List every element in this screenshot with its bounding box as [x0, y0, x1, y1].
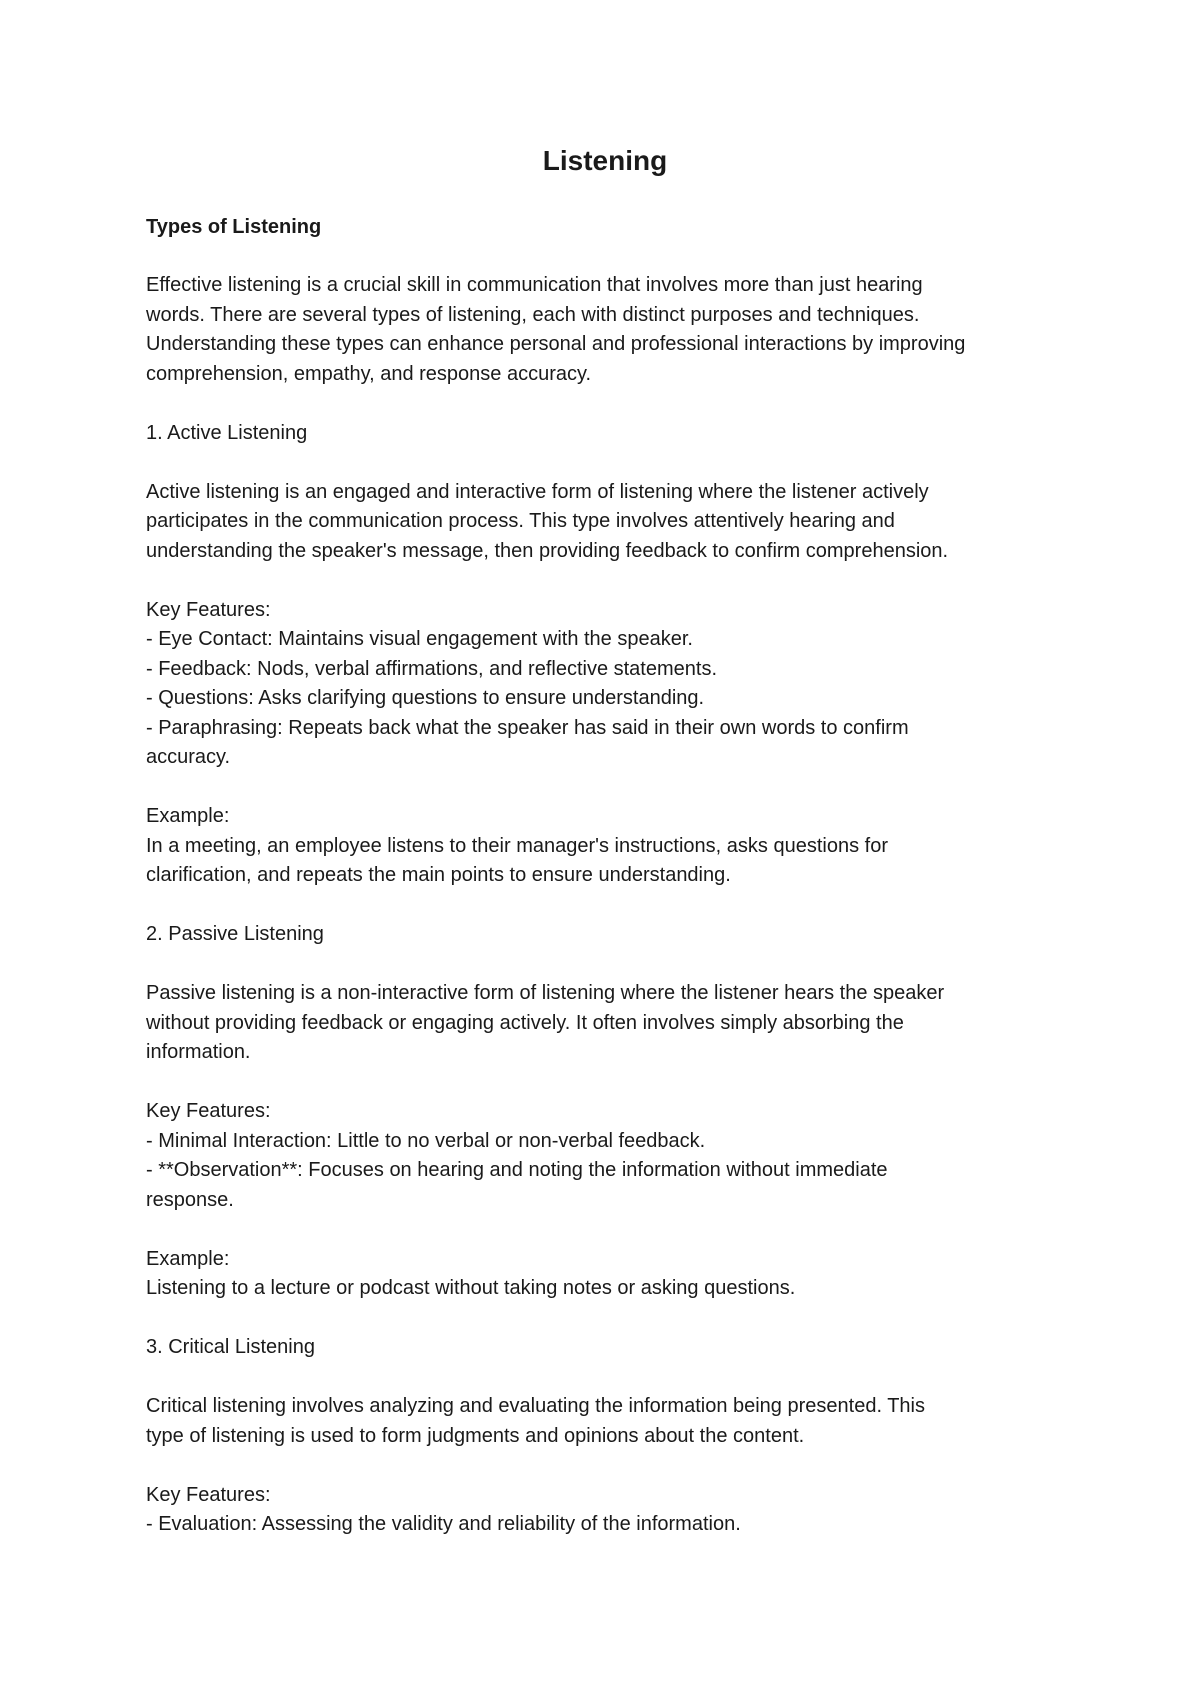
paragraph [146, 1097, 1076, 1215]
paragraph [146, 271, 1076, 389]
paragraph-line: In a meeting, an employee listens to their manager's instructions, asks questions for [146, 834, 888, 857]
section-heading: Types of Listening [146, 216, 322, 238]
paragraph [146, 419, 1076, 449]
paragraph-line: Example: [146, 1247, 230, 1270]
paragraph [146, 1392, 1076, 1451]
paragraph [146, 802, 1076, 891]
paragraph-line: Key Features: [146, 598, 271, 621]
paragraph-line: information. [146, 1041, 251, 1063]
paragraph-line: comprehension, empathy, and response accuracy. [146, 362, 592, 385]
paragraph-line: Key Features: [146, 1483, 271, 1506]
paragraph-line: understanding the speaker's message, then providing feedback to confirm comprehension. [146, 539, 949, 562]
paragraph-line: Listening to a lecture or podcast without taking notes or asking questions. [146, 1277, 796, 1299]
paragraph-line: Passive listening is a non-interactive form of listening where the listener hears the speaker [146, 982, 945, 1004]
document-title: Listening [542, 145, 668, 176]
paragraph-line: 3. Critical Listening [146, 1336, 315, 1358]
paragraph [146, 979, 1076, 1068]
paragraph-line: type of listening is used to form judgments and opinions about the content. [146, 1424, 805, 1447]
paragraph-line: participates in the communication process. This type involves attentively hearing and [146, 510, 895, 532]
paragraph-line: - Eye Contact: Maintains visual engagement with the speaker. [146, 628, 693, 650]
paragraph-line: - **Observation**: Focuses on hearing and noting the information without immediate [146, 1159, 888, 1181]
paragraph-line: words. There are several types of listening, each with distinct purposes and techniques. [146, 303, 920, 326]
paragraph-line: - Questions: Asks clarifying questions to ensure understanding. [146, 687, 705, 709]
paragraph-line: clarification, and repeats the main points to ensure understanding. [146, 864, 731, 886]
paragraph-line: Example: [146, 805, 230, 827]
paragraph-line: - Paraphrasing: Repeats back what the speaker has said in their own words to confirm [146, 716, 909, 739]
paragraph-line: Active listening is an engaged and interactive form of listening where the listener actively [146, 480, 929, 503]
paragraph-line: Key Features: [146, 1100, 271, 1122]
paragraph-line: Effective listening is a crucial skill in communication that involves more than just hearing [146, 274, 923, 296]
paragraph [146, 596, 1076, 773]
paragraph-line: without providing feedback or engaging actively. It often involves simply absorbing the [146, 1011, 904, 1034]
paragraph-line: Critical listening involves analyzing and evaluating the information being presented. This [146, 1395, 925, 1417]
paragraph-line: response. [146, 1188, 234, 1211]
paragraph [146, 478, 1076, 567]
paragraph [146, 1333, 1076, 1363]
paragraph [146, 1245, 1076, 1304]
paragraph-line: - Minimal Interaction: Little to no verbal or non-verbal feedback. [146, 1129, 706, 1152]
paragraph [146, 920, 1076, 950]
paragraph-line: - Evaluation: Assessing the validity and reliability of the information. [146, 1513, 741, 1535]
paragraph-line: 2. Passive Listening [146, 923, 324, 945]
document-body [146, 271, 1076, 1569]
paragraph-line: Understanding these types can enhance personal and professional interactions by improving [146, 333, 966, 355]
paragraph-line: - Feedback: Nods, verbal affirmations, and reflective statements. [146, 657, 718, 680]
paragraph [146, 1481, 1076, 1540]
paragraph-line: accuracy. [146, 746, 231, 768]
paragraph-line: 1. Active Listening [146, 421, 308, 444]
